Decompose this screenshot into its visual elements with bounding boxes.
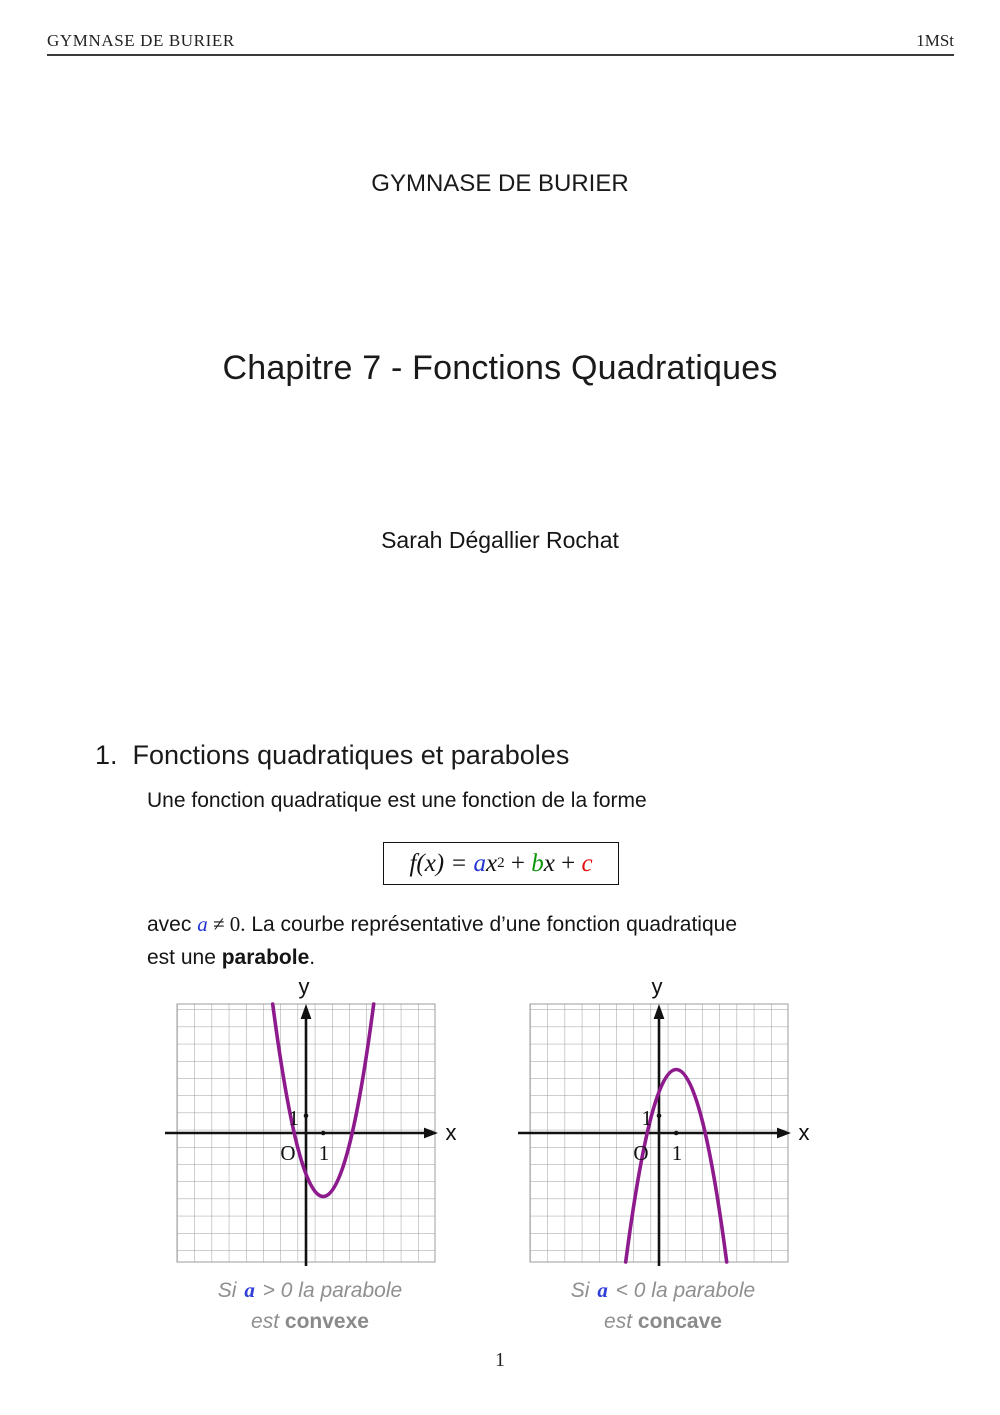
y-axis-label: y [298, 975, 310, 999]
caption-condition: < 0 [609, 1279, 646, 1302]
formula-coef-c: c [581, 849, 593, 877]
paragraph-line-2 [147, 941, 737, 974]
origin-label: O [633, 1141, 649, 1165]
caption-shape-word: concave [637, 1310, 722, 1333]
caption-var-a: a [244, 1278, 255, 1302]
section-title: Fonctions quadratiques et paraboles [132, 740, 570, 770]
intro-text: Une fonction quadratique est une fonction de la forme [147, 789, 647, 812]
caption-rest: la parabole [645, 1279, 756, 1302]
header-right: 1MSt [916, 31, 954, 50]
tick-y1 [657, 1114, 662, 1119]
caption-rest: la parabole [292, 1279, 403, 1302]
formula-exponent: 2 [497, 855, 505, 871]
tick-label-y1: 1 [641, 1106, 652, 1130]
caption-line-1 [513, 1275, 813, 1306]
caption-si: Si [217, 1279, 243, 1302]
formula-x-squared: x [486, 849, 498, 877]
caption-shape-word: convexe [284, 1310, 369, 1333]
caption-est: est [251, 1310, 285, 1333]
caption-si: Si [570, 1279, 596, 1302]
caption-condition: > 0 [256, 1279, 293, 1302]
formula-plus1: + [504, 849, 532, 877]
caption-est: est [604, 1310, 638, 1333]
formula-coef-a: a [473, 849, 486, 877]
paragraph-line-1 [147, 908, 737, 941]
graph-concave-parabola [513, 975, 813, 1270]
tick-label-x1: 1 [671, 1141, 683, 1165]
header-left: GYMNASE DE BURIER [47, 31, 235, 50]
tick-label-y1: 1 [288, 1106, 299, 1130]
tick-x1 [321, 1131, 326, 1136]
section-heading [95, 740, 569, 771]
graph-convex-parabola [160, 975, 460, 1270]
neq-zero: ≠ 0. [207, 912, 246, 936]
y-axis-label: y [651, 975, 663, 999]
formula-x-linear: x [543, 849, 555, 877]
caption-convex [160, 1275, 460, 1337]
tick-label-x1: 1 [318, 1141, 330, 1165]
caption-line-1 [160, 1275, 460, 1306]
header-rule [47, 54, 954, 56]
caption-line-2 [513, 1306, 813, 1337]
formula-plus2: + [554, 849, 582, 877]
line2-pre: est une [147, 946, 222, 969]
body-paragraph [147, 908, 737, 974]
tick-y1 [304, 1114, 309, 1119]
quadratic-formula-box [383, 842, 619, 885]
line2-post: . [309, 946, 316, 969]
formula-coef-b: b [531, 849, 544, 877]
formula-lhs: f(x) = [409, 849, 474, 877]
text-avec: avec [147, 913, 198, 936]
origin-label: O [280, 1141, 296, 1165]
caption-concave [513, 1275, 813, 1337]
x-axis-label: x [445, 1120, 457, 1145]
line1-rest: La courbe représentative d’une fonction quadratique [245, 913, 737, 936]
caption-var-a: a [597, 1278, 608, 1302]
page-number: 1 [495, 1349, 505, 1371]
caption-line-2 [160, 1306, 460, 1337]
tick-x1 [674, 1131, 679, 1136]
document-title: Chapitre 7 - Fonctions Quadratiques [222, 349, 778, 387]
institution-name: GYMNASE DE BURIER [371, 170, 629, 197]
figure-concave [513, 975, 813, 1337]
figure-convex [160, 975, 460, 1337]
author-name: Sarah Dégallier Rochat [381, 527, 619, 553]
section-number: 1. [95, 740, 118, 770]
word-parabole: parabole [221, 946, 310, 969]
var-a-blue: a [197, 912, 208, 936]
x-axis-label: x [798, 1120, 810, 1145]
